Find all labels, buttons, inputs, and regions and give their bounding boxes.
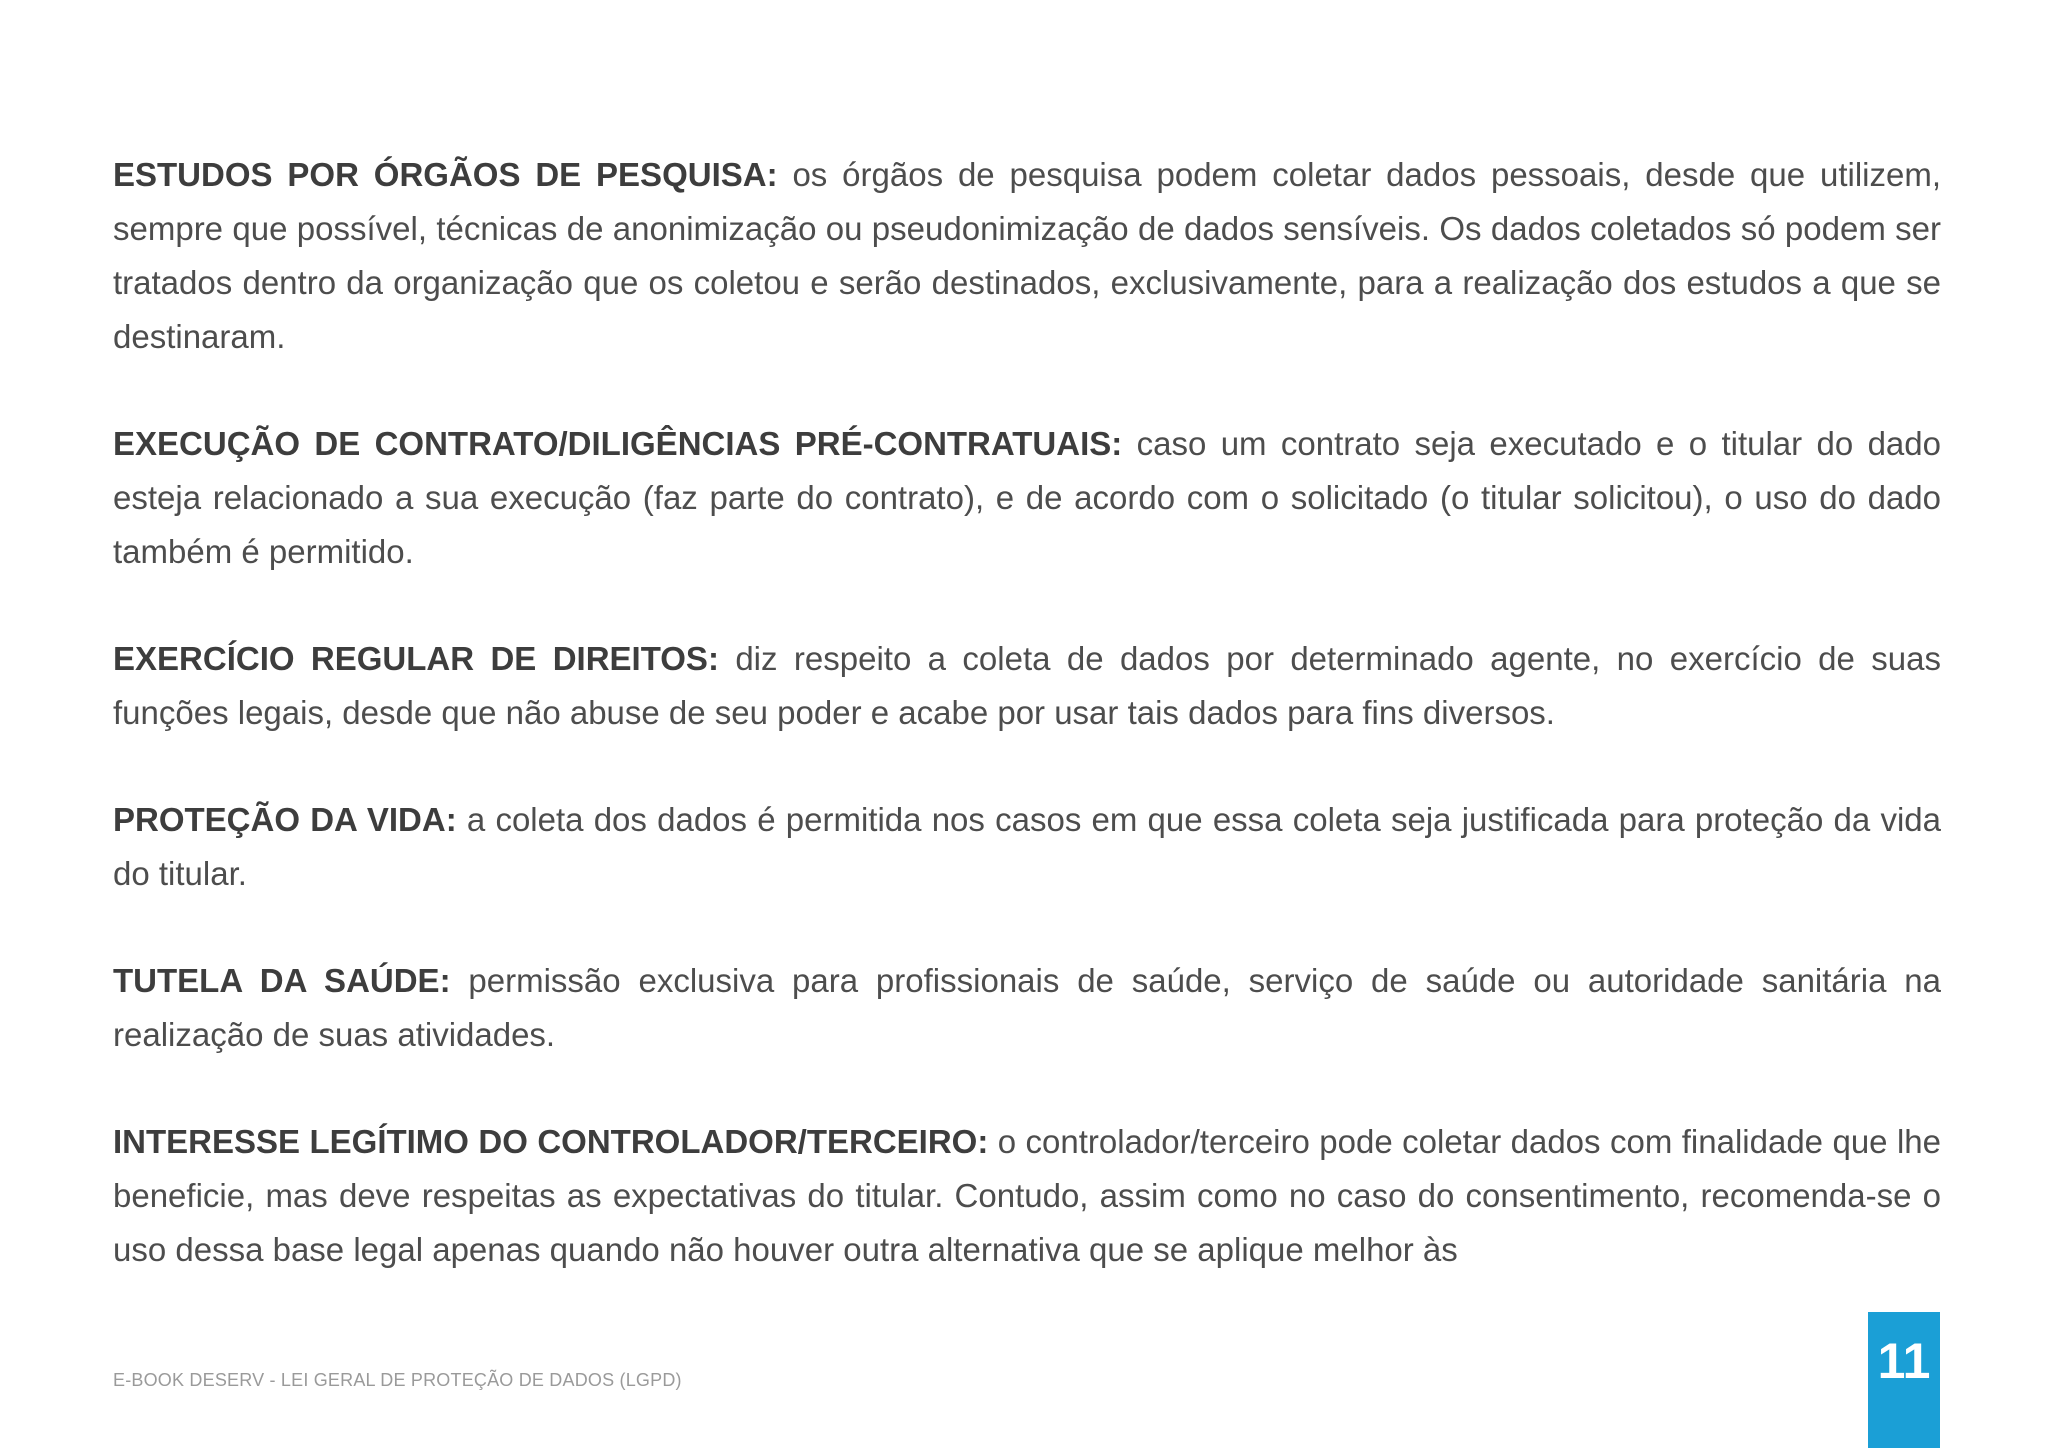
- paragraph-protecao-vida: [113, 793, 1941, 901]
- paragraph-term: INTERESSE LEGÍTIMO DO CONTROLADOR/TERCEIRO:: [113, 1123, 989, 1160]
- footer-title: E-BOOK DESERV - LEI GERAL DE PROTEÇÃO DE DADOS (LGPD): [113, 1370, 682, 1390]
- paragraph-term: ESTUDOS POR ÓRGÃOS DE PESQUISA:: [113, 156, 778, 193]
- paragraph-term: TUTELA DA SAÚDE:: [113, 962, 451, 999]
- page-number-badge: 11: [1868, 1312, 1940, 1448]
- paragraph-exercicio-direitos: [113, 632, 1941, 740]
- paragraph-text: os órgãos de pesquisa podem coletar dados pessoais, desde que utilizem, sempre que possível, técnicas de anonimização ou pseudonimização de dados sensíveis. Os dados coletados só podem ser tratados dentro da organização que os coletou e serão destinados, exclusivamente, para a realização dos estudos a que se destinaram.: [113, 156, 1941, 355]
- paragraph-text: a coleta dos dados é permitida nos casos em que essa coleta seja justificada para proteção da vida do titular.: [113, 801, 1941, 892]
- document-body: [113, 148, 1941, 1330]
- paragraph-interesse-legitimo: [113, 1115, 1941, 1277]
- paragraph-tutela-saude: [113, 954, 1941, 1062]
- paragraph-text: caso um contrato seja executado e o titular do dado esteja relacionado a sua execução (faz parte do contrato), e de acordo com o solicitado (o titular solicitou), o uso do dado também é permitido.: [113, 425, 1941, 570]
- paragraph-term: EXERCÍCIO REGULAR DE DIREITOS:: [113, 640, 719, 677]
- paragraph-term: PROTEÇÃO DA VIDA:: [113, 801, 457, 838]
- paragraph-estudos: [113, 148, 1941, 364]
- paragraph-text: o controlador/terceiro pode coletar dados com finalidade que lhe beneficie, mas deve respeitas as expectativas do titular. Contudo, assim como no caso do consentimento, recomenda-se o uso dessa base legal apenas quando não houver outra alternativa que se aplique melhor às: [113, 1123, 1941, 1268]
- paragraph-term: EXECUÇÃO DE CONTRATO/DILIGÊNCIAS PRÉ-CONTRATUAIS:: [113, 425, 1123, 462]
- paragraph-text: diz respeito a coleta de dados por determinado agente, no exercício de suas funções legais, desde que não abuse de seu poder e acabe por usar tais dados para fins diversos.: [113, 640, 1941, 731]
- paragraph-execucao-contrato: [113, 417, 1941, 579]
- paragraph-text: permissão exclusiva para profissionais de saúde, serviço de saúde ou autoridade sanitária na realização de suas atividades.: [113, 962, 1942, 1053]
